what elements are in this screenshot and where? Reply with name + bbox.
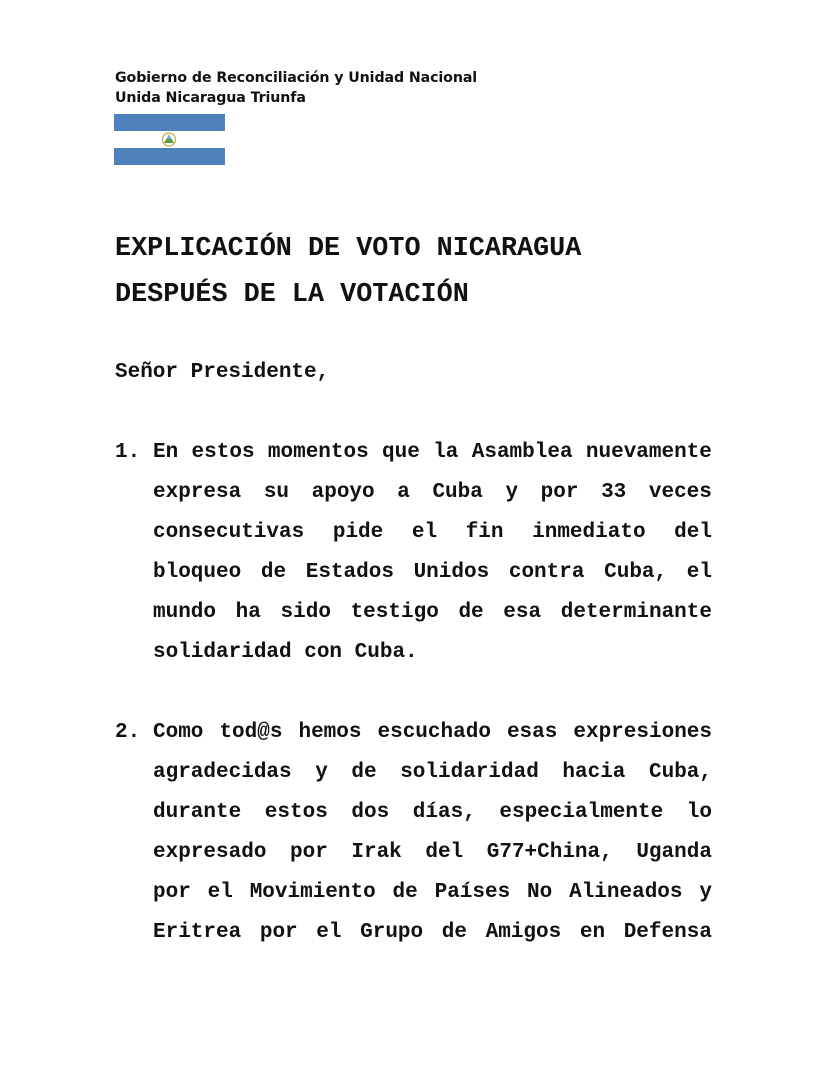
numbered-paragraph-1 (115, 433, 712, 673)
letterhead-slogan: Unida Nicaragua Triunfa (115, 90, 306, 106)
flag-bottom-band (114, 148, 225, 165)
justified-words: consecutivas pide el fin inmediato del (153, 521, 712, 544)
justified-words: En estos momentos que la Asamblea nuevamente (153, 441, 712, 464)
justified-words: durante estos dos días, especialmente lo (153, 801, 712, 824)
title-line-1: EXPLICACIÓN DE VOTO NICARAGUA (115, 234, 582, 264)
paragraph-number: 2. (115, 721, 141, 744)
paragraph-line (153, 873, 712, 913)
title-line-2: DESPUÉS DE LA VOTACIÓN (115, 280, 469, 310)
paragraph-line (153, 713, 712, 753)
justified-words: expresado por Irak del G77+China, Uganda (153, 841, 712, 864)
paragraph-line (153, 913, 712, 953)
paragraph-line (153, 593, 712, 633)
paragraph-line (153, 553, 712, 593)
coat-of-arms-icon (160, 132, 178, 147)
nicaragua-flag (114, 114, 225, 165)
paragraph-line (153, 753, 712, 793)
letterhead (115, 68, 477, 108)
justified-words: bloqueo de Estados Unidos contra Cuba, el (153, 561, 712, 584)
flag-top-band (114, 114, 225, 131)
document-title (115, 226, 581, 318)
justified-words: Como tod@s hemos escuchado esas expresiones (153, 721, 712, 744)
justified-words: por el Movimiento de Países No Alineados y (153, 881, 712, 904)
paragraph-line (153, 793, 712, 833)
paragraph-number: 1. (115, 441, 141, 464)
paragraph-line: solidaridad con Cuba. (153, 641, 418, 664)
paragraph-line (153, 433, 712, 473)
justified-words: agradecidas y de solidaridad hacia Cuba, (153, 761, 712, 784)
paragraph-line (153, 513, 712, 553)
salutation: Señor Presidente, (115, 361, 330, 384)
justified-words: mundo ha sido testigo de esa determinante (153, 601, 712, 624)
justified-words: Eritrea por el Grupo de Amigos en Defensa (153, 921, 712, 944)
justified-words: expresa su apoyo a Cuba y por 33 veces (153, 481, 712, 504)
numbered-paragraph-2 (115, 713, 712, 953)
paragraph-line (153, 473, 712, 513)
paragraph-line (153, 833, 712, 873)
letterhead-government-name: Gobierno de Reconciliación y Unidad Nacional (115, 70, 478, 86)
